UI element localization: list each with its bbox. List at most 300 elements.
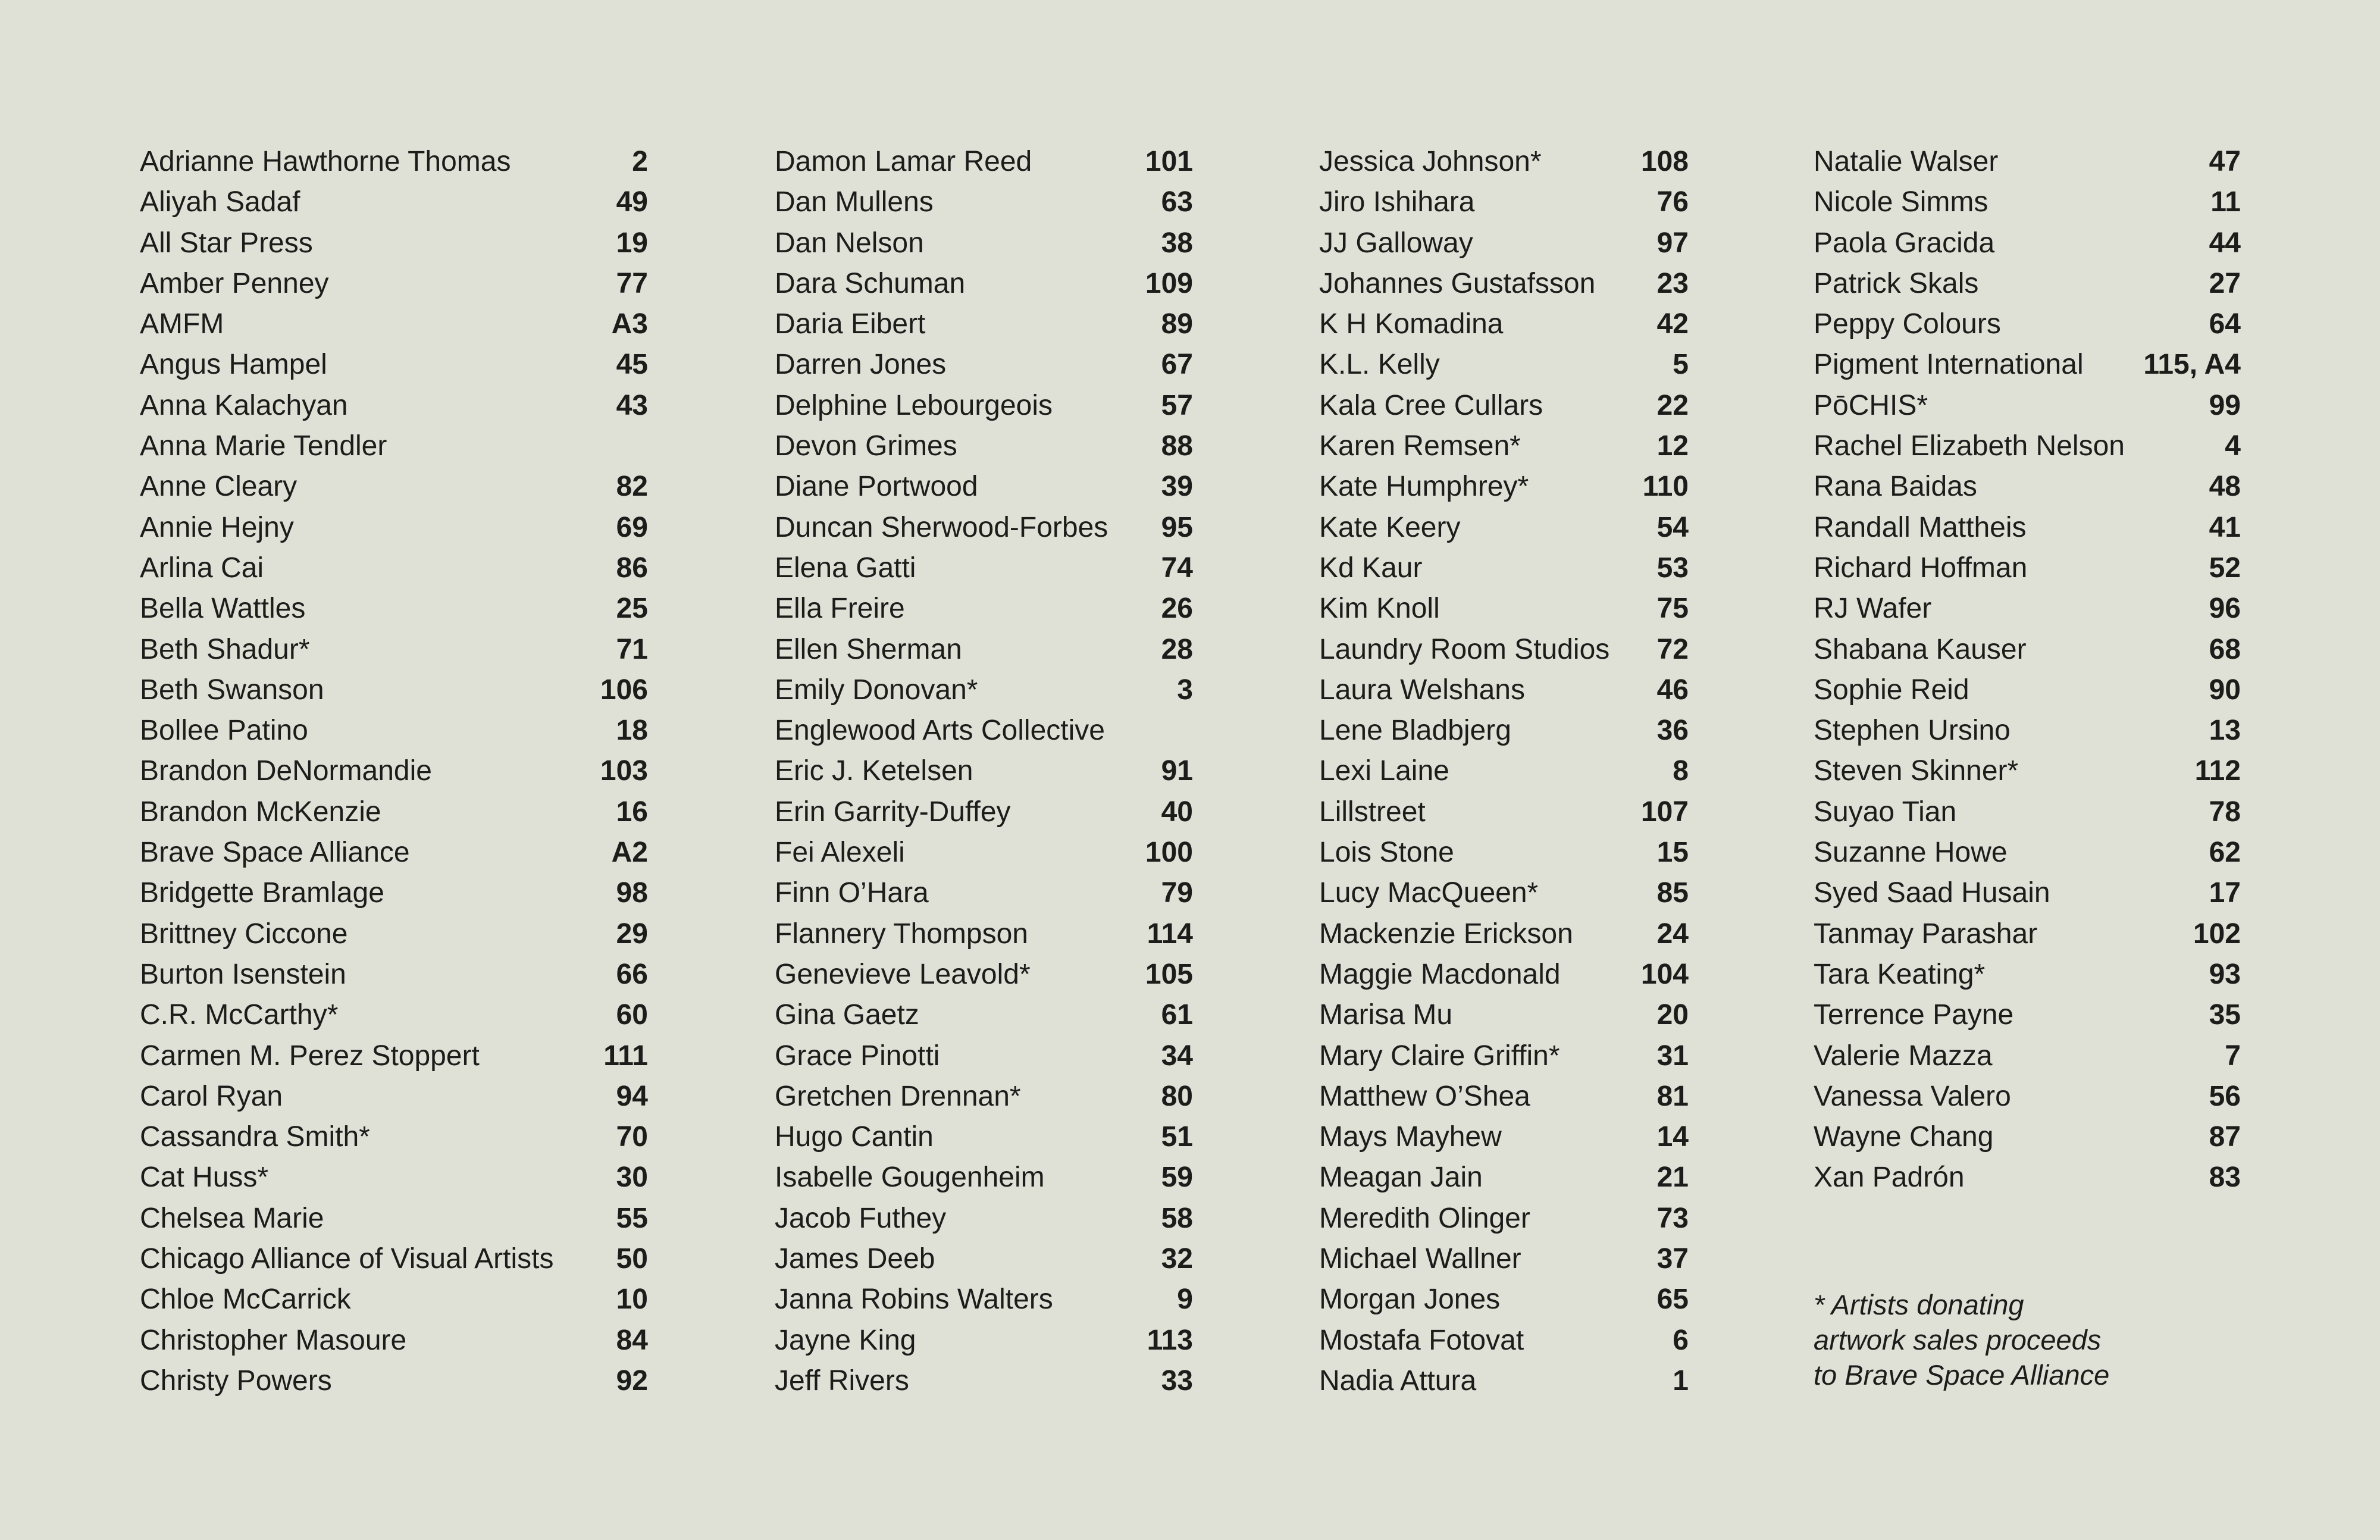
entry-number: 32 [1161, 1243, 1193, 1275]
artist-name: Syed Saad Husain [1814, 877, 2050, 909]
index-entry [775, 670, 1193, 710]
artist-name: Carmen M. Perez Stoppert [140, 1040, 480, 1072]
entry-number: 86 [616, 552, 648, 584]
entry-number: 27 [2209, 267, 2241, 299]
entry-number: 41 [2209, 511, 2241, 543]
entry-number: 78 [2209, 796, 2241, 828]
index-entry [775, 630, 1193, 670]
entry-number: 115, A4 [2143, 349, 2241, 381]
index-entry [1319, 508, 1689, 548]
index-entry [775, 832, 1193, 873]
index-entry [1319, 426, 1689, 467]
entry-number: 35 [2209, 999, 2241, 1031]
index-column-2 [775, 142, 1193, 1401]
index-entry [1319, 914, 1689, 954]
artist-name: Grace Pinotti [775, 1040, 940, 1072]
entry-number: 9 [1177, 1284, 1193, 1316]
artist-name: Kala Cree Cullars [1319, 389, 1543, 421]
entry-number: 34 [1161, 1040, 1193, 1072]
entry-number: 5 [1673, 349, 1689, 381]
artist-name: Johannes Gustafsson [1319, 267, 1596, 299]
entry-number: 98 [616, 877, 648, 909]
footnote-line: * Artists donating [1814, 1289, 2024, 1320]
entry-number: 26 [1161, 593, 1193, 625]
entry-number: 74 [1161, 552, 1193, 584]
artist-name: Tara Keating* [1814, 958, 1986, 990]
index-entry [775, 426, 1193, 467]
entry-number: 91 [1161, 755, 1193, 787]
artist-name: Hugo Cantin [775, 1121, 934, 1153]
entry-number: 76 [1656, 186, 1689, 218]
index-entry [1319, 1036, 1689, 1076]
artist-name: Erin Garrity-Duffey [775, 796, 1011, 828]
index-entry [775, 710, 1193, 751]
entry-number: 43 [616, 389, 648, 421]
artist-name: Brittney Ciccone [140, 918, 348, 950]
index-entry [140, 589, 648, 629]
artist-name: Duncan Sherwood-Forbes [775, 511, 1108, 543]
entry-number: 42 [1656, 308, 1689, 340]
artist-name: AMFM [140, 308, 224, 340]
artist-name: Karen Remsen* [1319, 430, 1521, 462]
entry-number: 66 [616, 958, 648, 990]
index-entry [1319, 1117, 1689, 1157]
entry-number: 84 [616, 1324, 648, 1356]
entry-number: 100 [1145, 837, 1193, 869]
entry-number: 44 [2209, 227, 2241, 259]
index-entry [775, 548, 1193, 589]
artist-name: Darren Jones [775, 349, 947, 381]
entry-number: 63 [1161, 186, 1193, 218]
entry-number: 13 [2209, 715, 2241, 747]
index-entry [140, 223, 648, 264]
index-entry [140, 508, 648, 548]
index-entry [140, 1361, 648, 1401]
index-entry [1814, 264, 2241, 304]
index-entry [1319, 670, 1689, 710]
artist-name: Tanmay Parashar [1814, 918, 2038, 950]
index-entry [140, 1320, 648, 1361]
entry-number: A3 [611, 308, 648, 340]
entry-number: 21 [1656, 1162, 1689, 1194]
entry-number: 54 [1656, 511, 1689, 543]
artist-name: Lucy MacQueen* [1319, 877, 1539, 909]
index-entry [1319, 832, 1689, 873]
entry-number: 70 [616, 1121, 648, 1153]
index-entry [140, 386, 648, 426]
entry-number: 114 [1147, 918, 1193, 950]
artist-name: Stephen Ursino [1814, 715, 2011, 747]
artist-name: Valerie Mazza [1814, 1040, 1993, 1072]
artist-name: Englewood Arts Collective [775, 715, 1105, 747]
artist-name: Natalie Walser [1814, 146, 1999, 177]
artist-name: JJ Galloway [1319, 227, 1473, 259]
index-entry [775, 223, 1193, 264]
artist-name: Shabana Kauser [1814, 633, 2027, 665]
entry-number: 4 [2225, 430, 2241, 462]
index-entry [775, 1279, 1193, 1320]
index-entry [1814, 345, 2241, 385]
artist-name: Gina Gaetz [775, 999, 919, 1031]
artist-name: Richard Hoffman [1814, 552, 2028, 584]
artist-name: Chicago Alliance of Visual Artists [140, 1243, 554, 1275]
artist-name: Nadia Attura [1319, 1364, 1477, 1397]
artist-name: Dara Schuman [775, 267, 966, 299]
artist-name: PōCHIS* [1814, 389, 1928, 421]
entry-number: 15 [1656, 837, 1689, 869]
index-entry [1814, 426, 2241, 467]
entry-number: 24 [1656, 918, 1689, 950]
entry-number: 8 [1673, 755, 1689, 787]
index-entry [775, 264, 1193, 304]
footnote-line: to Brave Space Alliance [1814, 1359, 2110, 1391]
artist-name: Elena Gatti [775, 552, 916, 584]
index-entry [1814, 995, 2241, 1035]
index-entry [1814, 710, 2241, 751]
artist-name: Arlina Cai [140, 552, 264, 584]
index-entry [140, 1036, 648, 1076]
artist-name: Morgan Jones [1319, 1284, 1501, 1316]
entry-number: 49 [616, 186, 648, 218]
index-entry [140, 345, 648, 385]
artist-name: Kd Kaur [1319, 552, 1423, 584]
artist-name: Jessica Johnson* [1319, 146, 1542, 177]
artist-name: Jiro Ishihara [1319, 186, 1475, 218]
entry-number: 69 [616, 511, 648, 543]
entry-number: 96 [2209, 593, 2241, 625]
entry-number: 48 [2209, 471, 2241, 503]
artist-name: C.R. McCarthy* [140, 999, 339, 1031]
index-entry [775, 914, 1193, 954]
index-entry [1319, 630, 1689, 670]
entry-number: 75 [1656, 593, 1689, 625]
entry-number: 31 [1656, 1040, 1689, 1072]
artist-name: Matthew O’Shea [1319, 1080, 1530, 1112]
entry-number: 19 [616, 227, 648, 259]
entry-number: 37 [1656, 1243, 1689, 1275]
index-entry [1319, 751, 1689, 791]
entry-number: 87 [2209, 1121, 2241, 1153]
artist-name: Burton Isenstein [140, 958, 346, 990]
entry-number: 61 [1161, 999, 1193, 1031]
index-entry [775, 954, 1193, 995]
artist-name: Brandon McKenzie [140, 796, 381, 828]
artist-name: Peppy Colours [1814, 308, 2001, 340]
entry-number: 83 [2209, 1162, 2241, 1194]
artist-name: Kate Humphrey* [1319, 471, 1529, 503]
artist-name: Mays Mayhew [1319, 1121, 1502, 1153]
index-entry [1319, 710, 1689, 751]
artist-name: Nicole Simms [1814, 186, 1988, 218]
entry-number: 72 [1656, 633, 1689, 665]
entry-number: 68 [2209, 633, 2241, 665]
entry-number: 93 [2209, 958, 2241, 990]
artist-name: Beth Shadur* [140, 633, 310, 665]
artist-name: Lois Stone [1319, 837, 1454, 869]
artist-name: Michael Wallner [1319, 1243, 1521, 1275]
artist-name: Delphine Lebourgeois [775, 389, 1053, 421]
index-entry [775, 873, 1193, 913]
artist-name: James Deeb [775, 1243, 935, 1275]
entry-number: 6 [1673, 1324, 1689, 1356]
artist-name: Brave Space Alliance [140, 837, 410, 869]
artist-name: Marisa Mu [1319, 999, 1453, 1031]
artist-name: Anna Kalachyan [140, 389, 348, 421]
entry-number: 55 [616, 1202, 648, 1234]
index-entry [1814, 832, 2241, 873]
artist-name: Mary Claire Griffin* [1319, 1040, 1560, 1072]
artist-name: Carol Ryan [140, 1080, 283, 1112]
artist-name: Jeff Rivers [775, 1364, 909, 1397]
entry-number: 79 [1161, 877, 1193, 909]
index-entry [140, 1279, 648, 1320]
entry-number: 65 [1656, 1284, 1689, 1316]
index-entry [1814, 142, 2241, 182]
entry-number: 82 [616, 471, 648, 503]
index-entry [1319, 1157, 1689, 1198]
index-entry [1814, 508, 2241, 548]
artist-name: Laundry Room Studios [1319, 633, 1610, 665]
index-entry [1319, 182, 1689, 223]
entry-number: 99 [2209, 389, 2241, 421]
entry-number: 58 [1161, 1202, 1193, 1234]
artist-name: Steven Skinner* [1814, 755, 2019, 787]
index-entry [140, 630, 648, 670]
artist-name: Ellen Sherman [775, 633, 962, 665]
index-entry [140, 792, 648, 832]
artist-name: Cat Huss* [140, 1162, 269, 1194]
index-entry [1814, 1117, 2241, 1157]
artist-name: RJ Wafer [1814, 593, 1932, 625]
index-entry [775, 751, 1193, 791]
entry-number: 106 [600, 674, 648, 706]
index-entry [1814, 223, 2241, 264]
index-entry [775, 1361, 1193, 1401]
artist-name: Diane Portwood [775, 471, 978, 503]
entry-number: 28 [1161, 633, 1193, 665]
artist-name: Fei Alexeli [775, 837, 905, 869]
index-entry [1319, 1076, 1689, 1117]
index-entry [140, 548, 648, 589]
index-entry [775, 304, 1193, 345]
artist-name: Kate Keery [1319, 511, 1461, 543]
index-entry [1319, 223, 1689, 264]
index-entry [1319, 1279, 1689, 1320]
entry-number: 107 [1640, 796, 1689, 828]
entry-number: 94 [616, 1080, 648, 1112]
index-entry [140, 751, 648, 791]
index-entry [140, 142, 648, 182]
index-entry [140, 954, 648, 995]
artist-name: Bella Wattles [140, 593, 306, 625]
index-entry [1319, 345, 1689, 385]
artist-name: Dan Mullens [775, 186, 934, 218]
footnote [1814, 1287, 2230, 1392]
entry-number: 7 [2225, 1040, 2241, 1072]
artist-name: Pigment International [1814, 349, 2084, 381]
index-entry [140, 467, 648, 507]
entry-number: 77 [616, 267, 648, 299]
entry-number: 22 [1656, 389, 1689, 421]
entry-number: 11 [2210, 186, 2241, 218]
entry-number: 1 [1673, 1364, 1689, 1397]
artist-name: Xan Padrón [1814, 1162, 1965, 1194]
entry-number: 29 [616, 918, 648, 950]
entry-number: 57 [1161, 389, 1193, 421]
entry-number: 71 [616, 633, 648, 665]
entry-number: 102 [2193, 918, 2241, 950]
entry-number: A2 [611, 837, 648, 869]
index-column-1 [140, 142, 648, 1401]
index-entry [775, 467, 1193, 507]
index-entry [1814, 304, 2241, 345]
index-entry [1319, 873, 1689, 913]
artist-name: Chloe McCarrick [140, 1284, 351, 1316]
entry-number: 12 [1656, 430, 1689, 462]
artist-name: Jayne King [775, 1324, 916, 1356]
artist-name: Amber Penney [140, 267, 329, 299]
index-column-4 [1814, 142, 2241, 1198]
index-entry [775, 1320, 1193, 1361]
index-entry [1814, 914, 2241, 954]
index-entry [140, 914, 648, 954]
index-entry [140, 710, 648, 751]
index-entry [1814, 548, 2241, 589]
index-entry [140, 264, 648, 304]
artist-name: Terrence Payne [1814, 999, 2014, 1031]
entry-number: 30 [616, 1162, 648, 1194]
index-entry [140, 304, 648, 345]
artist-name: Genevieve Leavold* [775, 958, 1031, 990]
entry-number: 52 [2209, 552, 2241, 584]
artist-name: Mackenzie Erickson [1319, 918, 1573, 950]
index-entry [1319, 142, 1689, 182]
artist-name: Maggie Macdonald [1319, 958, 1561, 990]
artist-name: Patrick Skals [1814, 267, 1979, 299]
artist-name: Anna Marie Tendler [140, 430, 387, 462]
artist-name: Finn O’Hara [775, 877, 929, 909]
index-entry [1319, 386, 1689, 426]
entry-number: 25 [616, 593, 648, 625]
index-entry [140, 1239, 648, 1279]
entry-number: 39 [1161, 471, 1193, 503]
artist-name: Flannery Thompson [775, 918, 1028, 950]
entry-number: 88 [1161, 430, 1193, 462]
entry-number: 18 [616, 715, 648, 747]
entry-number: 90 [2209, 674, 2241, 706]
artist-name: Wayne Chang [1814, 1121, 1994, 1153]
index-entry [775, 345, 1193, 385]
index-entry [1814, 386, 2241, 426]
artist-name: Anne Cleary [140, 471, 298, 503]
index-entry [1814, 792, 2241, 832]
index-entry [775, 1076, 1193, 1117]
artist-name: Meagan Jain [1319, 1162, 1483, 1194]
index-entry [775, 589, 1193, 629]
entry-number: 17 [2209, 877, 2241, 909]
artist-name: Suzanne Howe [1814, 837, 2008, 869]
artist-name: Damon Lamar Reed [775, 146, 1032, 177]
entry-number: 10 [616, 1284, 648, 1316]
index-column-3 [1319, 142, 1689, 1401]
entry-number: 112 [2194, 755, 2241, 787]
entry-number: 108 [1640, 146, 1689, 177]
artist-name: Isabelle Gougenheim [775, 1162, 1045, 1194]
index-entry [775, 1157, 1193, 1198]
entry-number: 85 [1656, 877, 1689, 909]
artist-name: Chelsea Marie [140, 1202, 324, 1234]
index-entry [1814, 1076, 2241, 1117]
artist-name: Christopher Masoure [140, 1324, 407, 1356]
index-entry [1814, 1036, 2241, 1076]
entry-number: 36 [1656, 715, 1689, 747]
artist-name: Lene Bladbjerg [1319, 715, 1511, 747]
index-entry [140, 873, 648, 913]
index-entry [775, 142, 1193, 182]
index-entry [140, 995, 648, 1035]
entry-number: 60 [616, 999, 648, 1031]
index-entry [775, 995, 1193, 1035]
artist-name: Bridgette Bramlage [140, 877, 384, 909]
artist-name: Lexi Laine [1319, 755, 1449, 787]
artist-name: Lillstreet [1319, 796, 1426, 828]
entry-number: 46 [1656, 674, 1689, 706]
index-entry [140, 182, 648, 223]
index-entry [1814, 670, 2241, 710]
index-entry [140, 1157, 648, 1198]
entry-number: 97 [1656, 227, 1689, 259]
entry-number: 45 [616, 349, 648, 381]
entry-number: 101 [1145, 146, 1193, 177]
index-entry [1814, 467, 2241, 507]
artist-name: All Star Press [140, 227, 313, 259]
index-entry [140, 832, 648, 873]
entry-number: 62 [2209, 837, 2241, 869]
artist-name: Jacob Futhey [775, 1202, 947, 1234]
index-entry [1319, 1361, 1689, 1401]
artist-name: Devon Grimes [775, 430, 957, 462]
entry-number: 2 [632, 146, 648, 177]
artist-name: Laura Welshans [1319, 674, 1525, 706]
index-entry [140, 426, 648, 467]
index-entry [1319, 1239, 1689, 1279]
index-entry [1319, 954, 1689, 995]
entry-number: 38 [1161, 227, 1193, 259]
entry-number: 92 [616, 1364, 648, 1397]
index-entry [1319, 548, 1689, 589]
index-entry [775, 386, 1193, 426]
entry-number: 53 [1656, 552, 1689, 584]
artist-name: Randall Mattheis [1814, 511, 2027, 543]
artist-name: Sophie Reid [1814, 674, 1969, 706]
artist-name: Meredith Olinger [1319, 1202, 1530, 1234]
artist-name: Janna Robins Walters [775, 1284, 1053, 1316]
artist-name: K.L. Kelly [1319, 349, 1440, 381]
entry-number: 105 [1145, 958, 1193, 990]
artist-name: Daria Eibert [775, 308, 926, 340]
index-entry [1319, 1320, 1689, 1361]
entry-number: 73 [1656, 1202, 1689, 1234]
artist-name: Rana Baidas [1814, 471, 1977, 503]
index-entry [1319, 995, 1689, 1035]
entry-number: 81 [1656, 1080, 1689, 1112]
index-entry [140, 1076, 648, 1117]
entry-number: 3 [1177, 674, 1193, 706]
entry-number: 67 [1161, 349, 1193, 381]
artist-name: Cassandra Smith* [140, 1121, 370, 1153]
artist-name: Kim Knoll [1319, 593, 1440, 625]
index-entry [1319, 304, 1689, 345]
